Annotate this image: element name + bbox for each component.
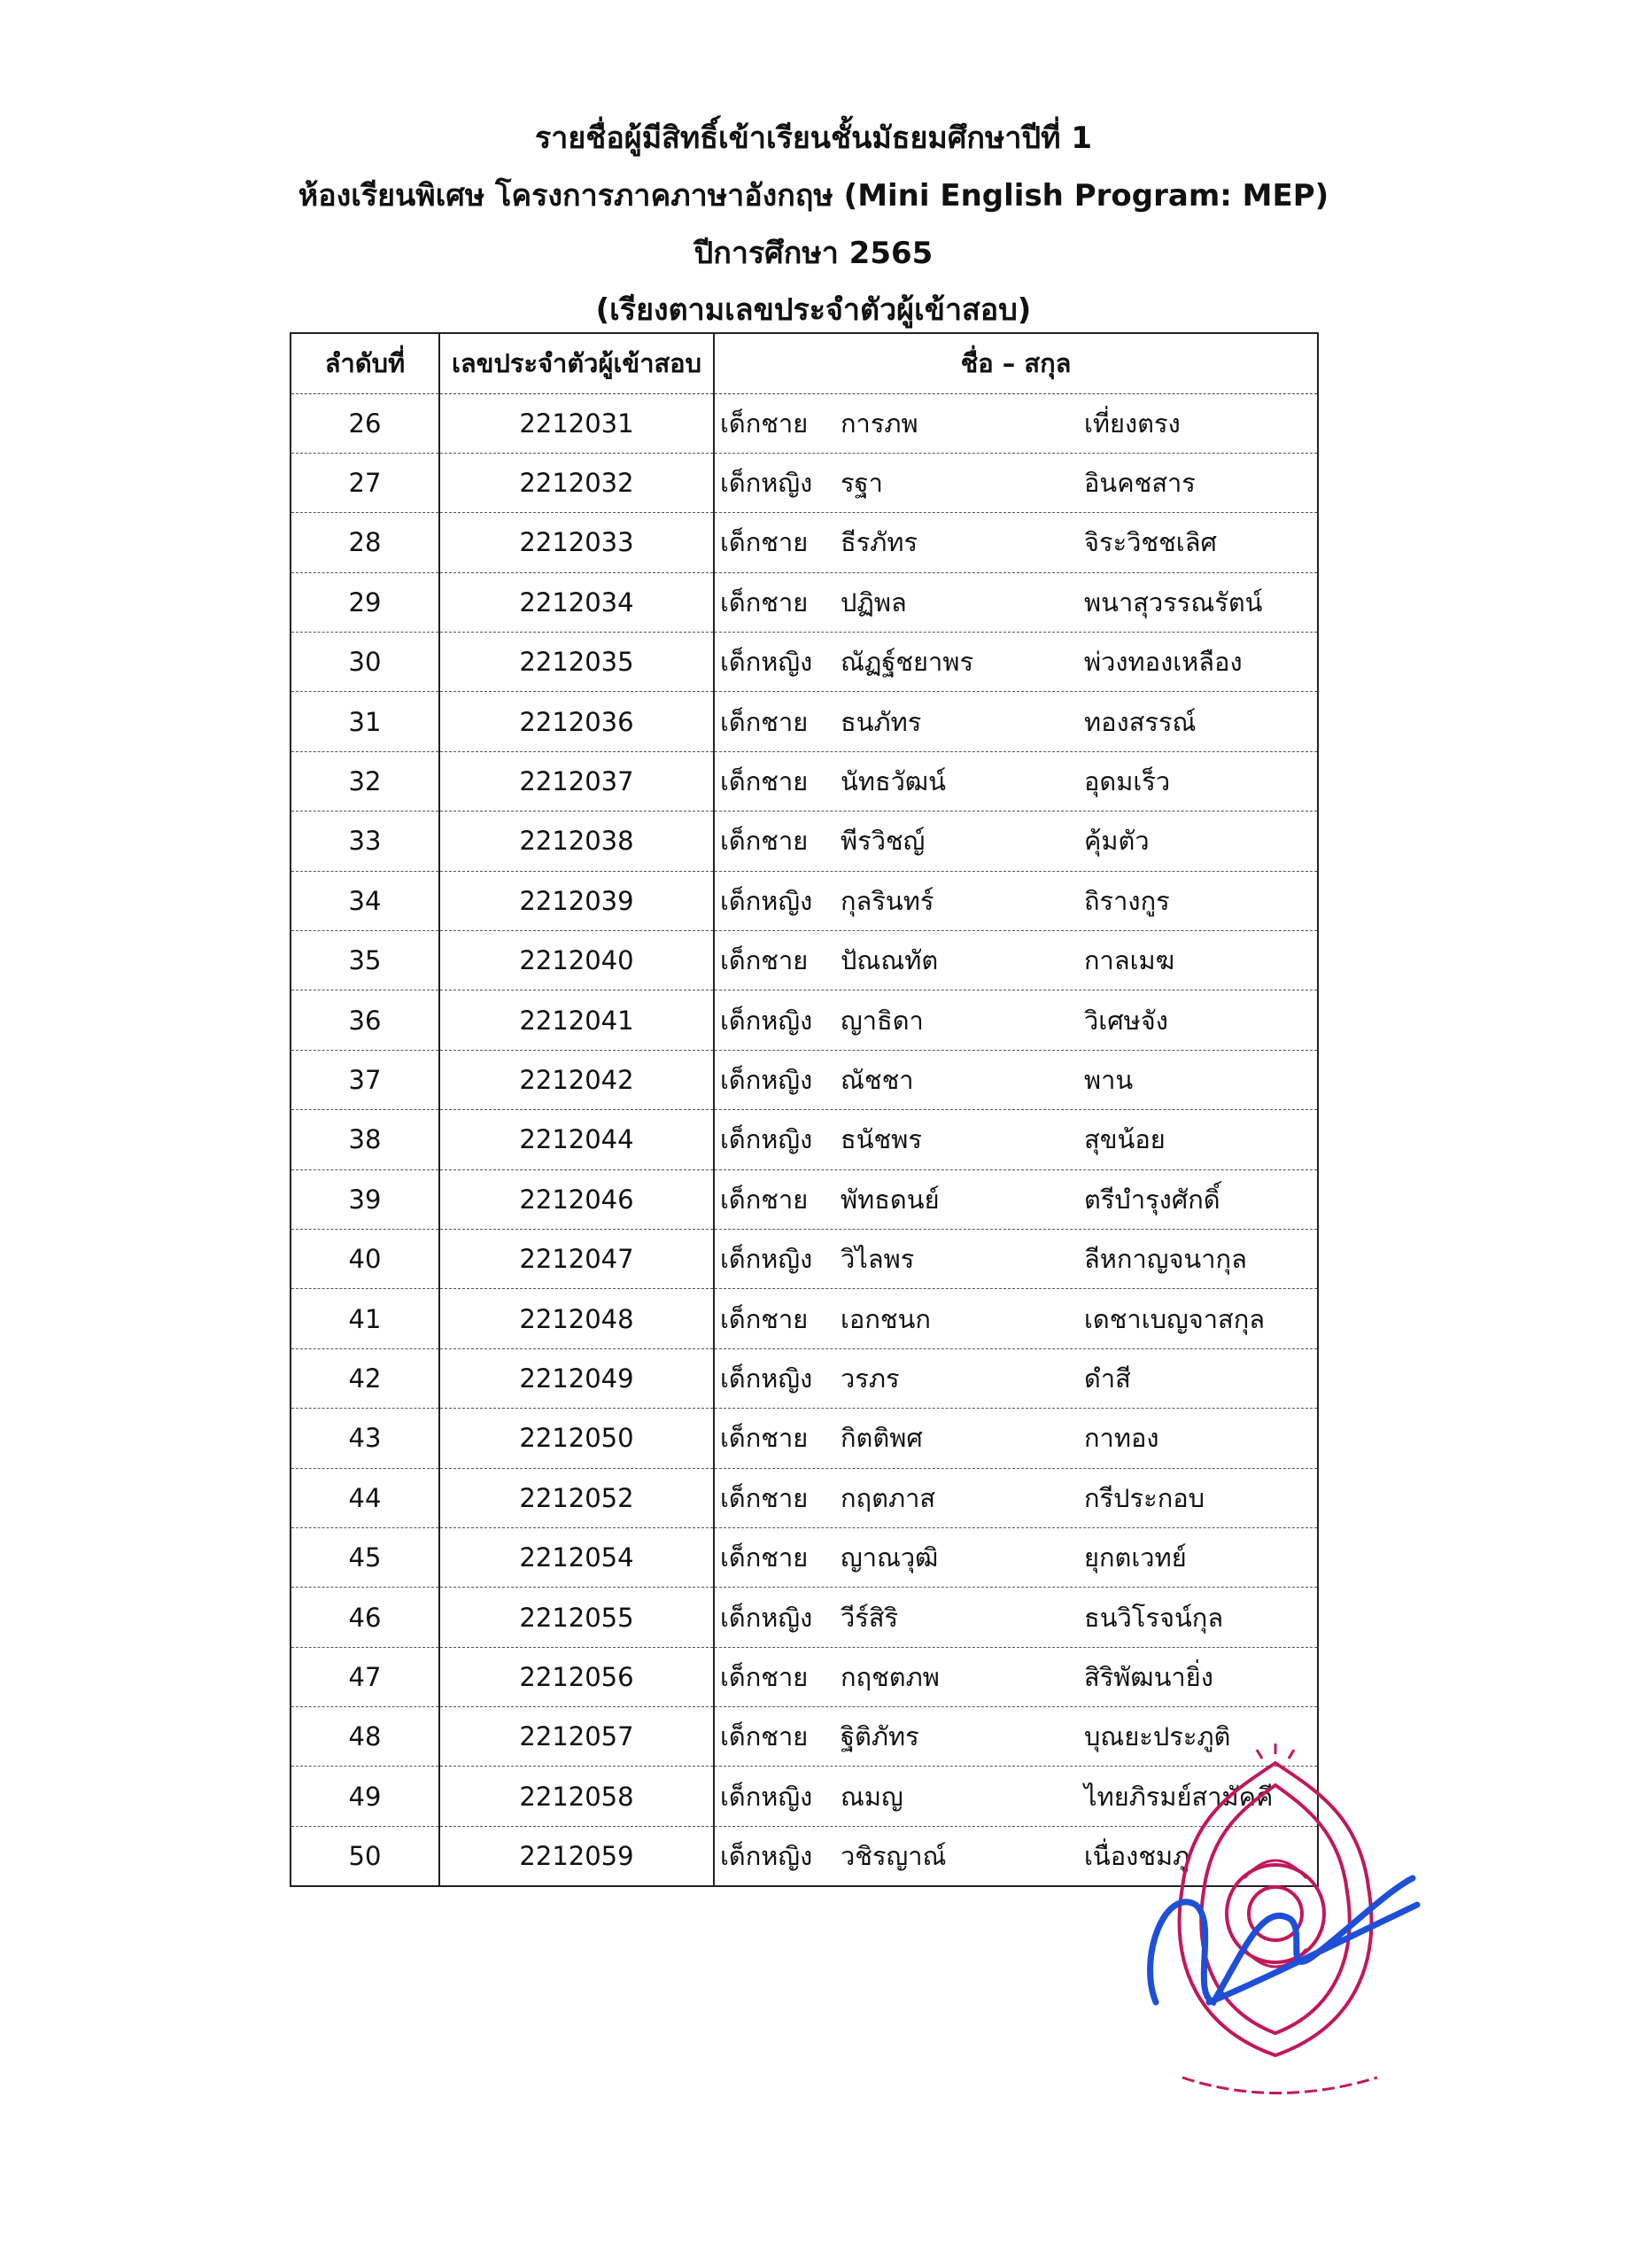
last-name: ยุกตเวทย์ xyxy=(1084,1542,1187,1573)
row-number: 38 xyxy=(291,1110,439,1169)
table-row xyxy=(291,1409,1318,1468)
name-prefix: เด็กหญิง xyxy=(720,1064,813,1095)
first-name: ญาธิดา xyxy=(841,1005,924,1036)
row-number: 37 xyxy=(291,1050,439,1109)
name-prefix: เด็กชาย xyxy=(720,1423,809,1454)
exam-id: 2212032 xyxy=(439,453,714,512)
table-row xyxy=(291,871,1318,930)
column-header-number: ลำดับที่ xyxy=(291,333,439,393)
name-prefix: เด็กชาย xyxy=(720,1482,809,1513)
last-name: เนื่องชมภู xyxy=(1084,1840,1190,1871)
student-name xyxy=(714,1229,1318,1288)
last-name: เที่ยงตรง xyxy=(1084,408,1181,439)
exam-id: 2212054 xyxy=(439,1527,714,1587)
first-name: เอกชนก xyxy=(841,1303,931,1334)
student-name xyxy=(714,393,1318,453)
name-prefix: เด็กชาย xyxy=(720,527,809,558)
first-name: วีร์สิริ xyxy=(841,1602,899,1633)
last-name: วิเศษจัง xyxy=(1084,1005,1168,1036)
student-name xyxy=(714,1527,1318,1587)
first-name: การภพ xyxy=(841,408,918,439)
exam-id: 2212038 xyxy=(439,812,714,871)
exam-id: 2212048 xyxy=(439,1289,714,1348)
name-prefix: เด็กชาย xyxy=(720,1661,809,1692)
row-number: 35 xyxy=(291,931,439,990)
student-name xyxy=(714,633,1318,692)
last-name: อุดมเร็ว xyxy=(1084,766,1171,797)
table-row xyxy=(291,513,1318,572)
last-name: ตรีบำรุงศักดิ์ xyxy=(1084,1184,1220,1215)
first-name: กุลรินทร์ xyxy=(841,885,934,916)
first-name: ณมญ xyxy=(841,1781,903,1812)
name-prefix: เด็กชาย xyxy=(720,1721,809,1752)
row-number: 43 xyxy=(291,1409,439,1468)
name-prefix: เด็กชาย xyxy=(720,706,809,737)
name-prefix: เด็กชาย xyxy=(720,586,809,617)
student-name xyxy=(714,1169,1318,1229)
last-name: เดชาเบญจาสกุล xyxy=(1084,1303,1266,1334)
first-name: พัทธดนย์ xyxy=(841,1184,940,1215)
student-name xyxy=(714,1050,1318,1109)
exam-id: 2212046 xyxy=(439,1169,714,1229)
student-name xyxy=(714,513,1318,572)
table-row xyxy=(291,393,1318,453)
row-number: 30 xyxy=(291,633,439,692)
name-prefix: เด็กชาย xyxy=(720,408,809,439)
school-seal-stamp xyxy=(1129,1736,1422,2109)
exam-id: 2212036 xyxy=(439,692,714,751)
student-name xyxy=(714,1409,1318,1468)
first-name: กฤชตภพ xyxy=(841,1661,940,1692)
name-prefix: เด็กหญิง xyxy=(720,1244,813,1275)
table-row xyxy=(291,1169,1318,1229)
first-name: ญาณวุฒิ xyxy=(841,1542,939,1573)
document-title: รายชื่อผู้มีสิทธิ์เข้าเรียนชั้นมัธยมศึกษาปีที่ 1 xyxy=(535,120,1092,156)
first-name: ปัณณทัต xyxy=(841,945,939,976)
last-name: อินคชสาร xyxy=(1084,468,1196,499)
name-prefix: เด็กชาย xyxy=(720,945,809,976)
last-name: พาน xyxy=(1084,1064,1134,1095)
exam-id: 2212049 xyxy=(439,1348,714,1408)
table-row xyxy=(291,572,1318,632)
name-prefix: เด็กชาย xyxy=(720,826,809,857)
column-header-exam-id: เลขประจำตัวผู้เข้าสอบ xyxy=(439,333,714,393)
student-name xyxy=(714,871,1318,930)
first-name: กฤตภาส xyxy=(841,1482,936,1513)
last-name: พ่วงทองเหลือง xyxy=(1084,647,1243,678)
table-row xyxy=(291,812,1318,871)
name-prefix: เด็กชาย xyxy=(720,1184,809,1215)
student-name xyxy=(714,1468,1318,1527)
last-name: สุขน้อย xyxy=(1084,1124,1166,1155)
first-name: ฐิติภัทร xyxy=(841,1721,919,1752)
name-prefix: เด็กหญิง xyxy=(720,1781,813,1812)
name-prefix: เด็กหญิง xyxy=(720,1363,813,1394)
row-number: 44 xyxy=(291,1468,439,1527)
last-name: กาลเมฆ xyxy=(1084,945,1175,976)
row-number: 48 xyxy=(291,1707,439,1767)
student-name xyxy=(714,453,1318,512)
name-prefix: เด็กหญิง xyxy=(720,1005,813,1036)
last-name: ลีหกาญจนากุล xyxy=(1084,1244,1247,1275)
exam-id: 2212037 xyxy=(439,751,714,811)
table-row xyxy=(291,1050,1318,1109)
row-number: 49 xyxy=(291,1767,439,1826)
first-name: ณัชชา xyxy=(841,1064,914,1095)
name-prefix: เด็กหญิง xyxy=(720,647,813,678)
name-prefix: เด็กหญิง xyxy=(720,1602,813,1633)
last-name: สิริพัฒนายิ่ง xyxy=(1084,1661,1213,1692)
first-name: ปฏิพล xyxy=(841,586,907,617)
first-name: ณัฏฐ์ชยาพร xyxy=(841,647,974,678)
row-number: 39 xyxy=(291,1169,439,1229)
column-header-name: ชื่อ – สกุล xyxy=(714,333,1318,393)
sort-note: (เรียงตามเลขประจำตัวผู้เข้าสอบ) xyxy=(595,292,1032,328)
academic-year: ปีการศึกษา 2565 xyxy=(693,236,934,271)
table-row xyxy=(291,1110,1318,1169)
last-name: กาทอง xyxy=(1084,1423,1159,1454)
row-number: 26 xyxy=(291,393,439,453)
last-name: ธนวิโรจน์กุล xyxy=(1084,1602,1224,1633)
first-name: ธีรภัทร xyxy=(841,527,918,558)
table-header-row xyxy=(291,333,1318,393)
row-number: 40 xyxy=(291,1229,439,1288)
table-row xyxy=(291,751,1318,811)
exam-id: 2212058 xyxy=(439,1767,714,1826)
student-name xyxy=(714,751,1318,811)
exam-id: 2212040 xyxy=(439,931,714,990)
first-name: ธนัชพร xyxy=(841,1124,922,1155)
row-number: 41 xyxy=(291,1289,439,1348)
name-prefix: เด็กชาย xyxy=(720,1542,809,1573)
exam-id: 2212052 xyxy=(439,1468,714,1527)
exam-id: 2212059 xyxy=(439,1826,714,1885)
exam-id: 2212035 xyxy=(439,633,714,692)
last-name: ไทยภิรมย์สามัคคี xyxy=(1084,1781,1274,1812)
table-row xyxy=(291,633,1318,692)
student-name xyxy=(714,990,1318,1050)
table-row xyxy=(291,1229,1318,1288)
table-row xyxy=(291,1289,1318,1348)
table-row xyxy=(291,692,1318,751)
first-name: ธนภัทร xyxy=(841,706,922,737)
row-number: 33 xyxy=(291,812,439,871)
student-name xyxy=(714,1110,1318,1169)
table-row xyxy=(291,931,1318,990)
name-prefix: เด็กหญิง xyxy=(720,468,813,499)
exam-id: 2212041 xyxy=(439,990,714,1050)
row-number: 45 xyxy=(291,1527,439,1587)
last-name: ถิรางกูร xyxy=(1084,885,1170,916)
student-name xyxy=(714,1289,1318,1348)
first-name: นัทธวัฒน์ xyxy=(841,766,946,797)
exam-id: 2212034 xyxy=(439,572,714,632)
table-row xyxy=(291,1468,1318,1527)
exam-id: 2212031 xyxy=(439,393,714,453)
last-name: คุ้มตัว xyxy=(1084,826,1150,857)
first-name: พีรวิชญ์ xyxy=(841,826,926,857)
student-name xyxy=(714,1647,1318,1706)
first-name: กิตติพศ xyxy=(841,1423,923,1454)
last-name: กรีประกอบ xyxy=(1084,1482,1205,1513)
name-prefix: เด็กชาย xyxy=(720,766,809,797)
row-number: 34 xyxy=(291,871,439,930)
last-name: ดำสี xyxy=(1084,1363,1131,1394)
last-name: พนาสุวรรณรัตน์ xyxy=(1084,586,1263,617)
row-number: 31 xyxy=(291,692,439,751)
exam-id: 2212050 xyxy=(439,1409,714,1468)
row-number: 36 xyxy=(291,990,439,1050)
exam-id: 2212042 xyxy=(439,1050,714,1109)
student-name xyxy=(714,692,1318,751)
row-number: 27 xyxy=(291,453,439,512)
program-title: ห้องเรียนพิเศษ โครงการภาคภาษาอังกฤษ (Mini English Program: MEP) xyxy=(298,178,1329,214)
roster-body xyxy=(291,393,1318,1886)
table-row xyxy=(291,1647,1318,1706)
table-row xyxy=(291,1588,1318,1647)
exam-id: 2212044 xyxy=(439,1110,714,1169)
student-name xyxy=(714,812,1318,871)
exam-id: 2212033 xyxy=(439,513,714,572)
exam-id: 2212055 xyxy=(439,1588,714,1647)
name-prefix: เด็กหญิง xyxy=(720,1124,813,1155)
exam-id: 2212039 xyxy=(439,871,714,930)
first-name: รฐา xyxy=(841,468,883,499)
table-row xyxy=(291,453,1318,512)
name-prefix: เด็กชาย xyxy=(720,1303,809,1334)
student-name xyxy=(714,572,1318,632)
row-number: 28 xyxy=(291,513,439,572)
first-name: วิไลพร xyxy=(841,1244,915,1275)
last-name: จิระวิชชเลิศ xyxy=(1084,527,1217,558)
roster-table xyxy=(290,332,1319,1887)
name-prefix: เด็กหญิง xyxy=(720,1840,813,1871)
name-prefix: เด็กหญิง xyxy=(720,885,813,916)
student-name xyxy=(714,1588,1318,1647)
exam-id: 2212056 xyxy=(439,1647,714,1706)
last-name: บุณยะประภูติ xyxy=(1084,1721,1231,1752)
student-name xyxy=(714,931,1318,990)
student-name xyxy=(714,1348,1318,1408)
table-row xyxy=(291,1527,1318,1587)
exam-id: 2212047 xyxy=(439,1229,714,1288)
row-number: 50 xyxy=(291,1826,439,1885)
last-name: ทองสรรณ์ xyxy=(1084,706,1197,737)
first-name: วชิรญาณ์ xyxy=(841,1840,947,1871)
table-row xyxy=(291,1348,1318,1408)
row-number: 29 xyxy=(291,572,439,632)
table-row xyxy=(291,990,1318,1050)
row-number: 32 xyxy=(291,751,439,811)
first-name: วรภร xyxy=(841,1363,900,1394)
row-number: 42 xyxy=(291,1348,439,1408)
row-number: 47 xyxy=(291,1647,439,1706)
row-number: 46 xyxy=(291,1588,439,1647)
exam-id: 2212057 xyxy=(439,1707,714,1767)
